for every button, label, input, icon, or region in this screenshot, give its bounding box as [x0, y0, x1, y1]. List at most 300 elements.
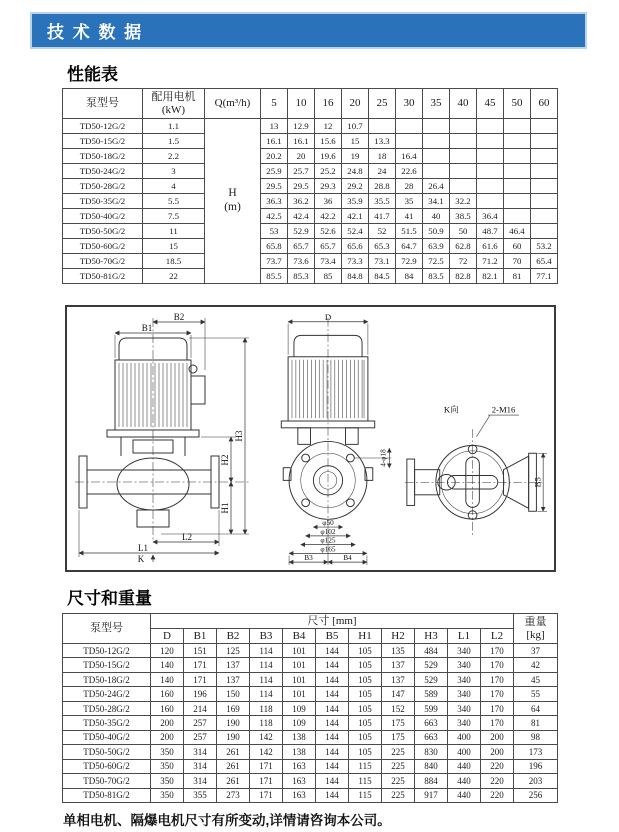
head-value-cell: 35.5	[369, 194, 396, 209]
head-value-cell: 29.5	[261, 179, 288, 194]
dimension-value-cell: 261	[217, 745, 250, 759]
head-value-cell: 72.5	[423, 254, 450, 269]
head-value-cell: 85.3	[288, 269, 315, 284]
dimension-value-cell: 105	[349, 730, 382, 744]
flow-rate-header: 5	[261, 89, 288, 119]
head-value-cell: 61.6	[477, 239, 504, 254]
head-value-cell: 28	[396, 179, 423, 194]
flow-rate-header: 30	[396, 89, 423, 119]
dimension-value-cell: 135	[382, 644, 415, 658]
head-value-cell: 12	[315, 119, 342, 134]
dimension-column-header: B2	[217, 629, 250, 644]
model-cell: TD50-12G/2	[63, 644, 151, 658]
flow-rate-header: 25	[369, 89, 396, 119]
dimensions-weight-table	[62, 613, 558, 803]
performance-row	[63, 239, 558, 254]
model-cell: TD50-24G/2	[63, 164, 143, 179]
performance-row	[63, 179, 558, 194]
dimension-value-cell: 144	[316, 687, 349, 701]
head-value-cell: 65.7	[288, 239, 315, 254]
dimension-value-cell: 225	[382, 774, 415, 788]
dimension-value-cell: 340	[448, 658, 481, 672]
head-value-cell	[504, 134, 531, 149]
dimension-row	[63, 716, 558, 730]
head-value-cell: 85	[315, 269, 342, 284]
dimension-value-cell: 200	[481, 730, 514, 744]
head-value-cell	[504, 209, 531, 224]
motor-power-cell: 5.5	[143, 194, 205, 209]
bolt-hole	[346, 454, 354, 462]
weight-cell: 256	[514, 788, 558, 802]
weight-cell: 98	[514, 730, 558, 744]
head-value-cell: 20	[288, 149, 315, 164]
dim-label-b1: B1	[141, 323, 153, 333]
dimension-row	[63, 730, 558, 744]
head-value-cell	[531, 134, 558, 149]
dimension-value-cell: 160	[151, 701, 184, 715]
motor-header-line2: (kW)	[161, 103, 186, 116]
dimension-value-cell: 220	[481, 788, 514, 802]
dim-label-d: D	[324, 312, 332, 322]
dimension-value-cell: 350	[151, 788, 184, 802]
model-cell: TD50-12G/2	[63, 119, 143, 134]
col-header-weight	[514, 614, 558, 644]
model-cell: TD50-50G/2	[63, 224, 143, 239]
dimension-value-cell: 163	[283, 774, 316, 788]
head-value-cell	[396, 134, 423, 149]
performance-header-row	[63, 89, 558, 119]
dimension-value-cell: 529	[415, 672, 448, 686]
head-value-cell	[531, 149, 558, 164]
weight-header-line2: [kg]	[526, 628, 545, 641]
model-cell: TD50-70G/2	[63, 774, 151, 788]
dimension-value-cell: 257	[184, 730, 217, 744]
dimension-value-cell: 140	[151, 672, 184, 686]
dimension-value-cell: 115	[349, 788, 382, 802]
dimension-value-cell: 340	[448, 644, 481, 658]
dimension-value-cell: 350	[151, 774, 184, 788]
dimension-value-cell: 142	[250, 745, 283, 759]
dimension-value-cell: 171	[184, 658, 217, 672]
head-value-cell: 48.7	[477, 224, 504, 239]
dimension-value-cell: 589	[415, 687, 448, 701]
head-label: H	[228, 187, 237, 200]
motor-power-cell: 1.5	[143, 134, 205, 149]
head-value-cell: 35.9	[342, 194, 369, 209]
dimension-column-header: B1	[184, 629, 217, 644]
dimension-value-cell: 151	[184, 644, 217, 658]
dimension-value-cell: 350	[151, 745, 184, 759]
dimension-value-cell: 144	[316, 672, 349, 686]
view-label-k-direction: K向	[443, 404, 459, 415]
dimension-value-cell: 118	[250, 701, 283, 715]
head-value-cell	[477, 134, 504, 149]
flow-rate-header: 10	[288, 89, 315, 119]
model-cell: TD50-40G/2	[63, 209, 143, 224]
support-column-right	[346, 428, 359, 445]
flow-rate-header: 20	[342, 89, 369, 119]
dimension-value-cell: 105	[349, 658, 382, 672]
thread-label-2-m16: 2-M16	[491, 404, 516, 415]
performance-row	[63, 209, 558, 224]
dim-label-phi102: φ102	[320, 527, 336, 536]
dimension-value-cell: 355	[184, 788, 217, 802]
head-value-cell: 25.7	[288, 164, 315, 179]
dimension-value-cell: 190	[217, 730, 250, 744]
dimension-value-cell: 105	[349, 672, 382, 686]
dimension-value-cell: 152	[382, 701, 415, 715]
head-value-cell: 13	[261, 119, 288, 134]
head-value-cell: 15.6	[315, 134, 342, 149]
col-header-size: 尺寸 [mm]	[151, 614, 514, 629]
head-value-cell: 71.2	[477, 254, 504, 269]
dimension-value-cell: 105	[349, 716, 382, 730]
dimension-value-cell: 138	[283, 730, 316, 744]
dimension-row	[63, 745, 558, 759]
dimension-row	[63, 687, 558, 701]
col-header-model: 泵型号	[63, 614, 151, 644]
model-cell: TD50-81G/2	[63, 788, 151, 802]
model-cell: TD50-28G/2	[63, 701, 151, 715]
dimension-value-cell: 115	[349, 774, 382, 788]
model-cell: TD50-24G/2	[63, 687, 151, 701]
head-value-cell	[504, 179, 531, 194]
flow-rate-header: 35	[423, 89, 450, 119]
performance-row	[63, 134, 558, 149]
bolt-hole	[302, 454, 310, 462]
dimension-value-cell: 120	[151, 644, 184, 658]
head-value-cell: 32.2	[450, 194, 477, 209]
head-value-cell	[504, 149, 531, 164]
head-value-cell: 52.6	[315, 224, 342, 239]
head-value-cell: 62.8	[450, 239, 477, 254]
flow-rate-header: 60	[531, 89, 558, 119]
head-value-cell: 72	[450, 254, 477, 269]
head-value-cell: 65.4	[531, 254, 558, 269]
motor-power-cell: 2.2	[143, 149, 205, 164]
page-title: 技 术 数 据	[47, 23, 144, 42]
head-value-cell: 82.1	[477, 269, 504, 284]
dimension-column-header: H2	[382, 629, 415, 644]
dimension-value-cell: 400	[448, 745, 481, 759]
support-column-left	[298, 428, 311, 445]
head-value-cell: 82.8	[450, 269, 477, 284]
head-value-cell: 64.7	[396, 239, 423, 254]
head-value-cell	[477, 164, 504, 179]
dim-label-b3: B3	[304, 554, 313, 563]
head-value-cell: 73.7	[261, 254, 288, 269]
head-value-cell: 35	[396, 194, 423, 209]
head-value-cell: 16.4	[396, 149, 423, 164]
bolt-hole	[346, 499, 354, 507]
motor-power-cell: 15	[143, 239, 205, 254]
dim-label-phi50: φ50	[322, 519, 334, 528]
weight-cell: 64	[514, 701, 558, 715]
head-value-cell: 50.9	[423, 224, 450, 239]
head-value-cell	[531, 164, 558, 179]
model-cell: TD50-15G/2	[63, 134, 143, 149]
dimension-value-cell: 273	[217, 788, 250, 802]
dimension-column-header: L2	[481, 629, 514, 644]
dimension-value-cell: 144	[316, 716, 349, 730]
head-value-cell: 85.5	[261, 269, 288, 284]
dimension-value-cell: 125	[217, 644, 250, 658]
head-value-cell: 70	[504, 254, 531, 269]
dimension-value-cell: 114	[250, 658, 283, 672]
weight-cell: 42	[514, 658, 558, 672]
dimension-value-cell: 105	[349, 701, 382, 715]
model-cell: TD50-15G/2	[63, 658, 151, 672]
head-value-cell: 42.2	[315, 209, 342, 224]
dim-label-4-phi18: 4-φ18	[379, 449, 388, 467]
dim-label-phi165: φ165	[320, 545, 336, 554]
head-value-cell: 29.3	[315, 179, 342, 194]
dimension-value-cell: 261	[217, 774, 250, 788]
dimension-value-cell: 105	[349, 687, 382, 701]
dimension-value-cell: 917	[415, 788, 448, 802]
dimension-column-header: H3	[415, 629, 448, 644]
dimension-value-cell: 440	[448, 788, 481, 802]
dimension-value-cell: 101	[283, 644, 316, 658]
head-value-cell: 73.1	[369, 254, 396, 269]
dimension-value-cell: 147	[382, 687, 415, 701]
head-value-cell: 41.7	[369, 209, 396, 224]
head-value-cell: 73.4	[315, 254, 342, 269]
dimension-value-cell: 440	[448, 759, 481, 773]
dimension-value-cell: 163	[283, 788, 316, 802]
dimension-value-cell: 171	[250, 788, 283, 802]
dimension-value-cell: 171	[184, 672, 217, 686]
dimension-value-cell: 150	[217, 687, 250, 701]
head-value-cell: 73.6	[288, 254, 315, 269]
dimension-value-cell: 225	[382, 759, 415, 773]
section-header-bar	[30, 12, 587, 49]
dimension-value-cell: 400	[448, 730, 481, 744]
head-value-cell: 50	[450, 224, 477, 239]
head-value-cell	[423, 149, 450, 164]
performance-section-heading: 性能表	[67, 65, 118, 84]
dimension-value-cell: 314	[184, 745, 217, 759]
dimension-value-cell: 599	[415, 701, 448, 715]
head-value-cell	[531, 224, 558, 239]
head-value-cell	[477, 149, 504, 164]
dimension-value-cell: 340	[448, 687, 481, 701]
dimension-column-header: L1	[448, 629, 481, 644]
weight-cell: 173	[514, 745, 558, 759]
dimension-value-cell: 109	[283, 701, 316, 715]
col-header-motor	[143, 89, 205, 119]
performance-row	[63, 269, 558, 284]
dimension-value-cell: 169	[217, 701, 250, 715]
head-value-cell: 65.7	[315, 239, 342, 254]
performance-row	[63, 254, 558, 269]
head-value-cell	[423, 134, 450, 149]
head-value-cell: 42.1	[342, 209, 369, 224]
model-cell: TD50-18G/2	[63, 149, 143, 164]
dimension-value-cell: 440	[448, 774, 481, 788]
bolt-hole	[302, 499, 310, 507]
dimension-value-cell: 190	[217, 716, 250, 730]
dimension-value-cell: 200	[481, 745, 514, 759]
head-value-cell: 84.8	[342, 269, 369, 284]
dimension-value-cell: 314	[184, 759, 217, 773]
dimension-value-cell: 170	[481, 687, 514, 701]
flow-rate-header: 45	[477, 89, 504, 119]
performance-row	[63, 149, 558, 164]
head-value-cell: 16.1	[261, 134, 288, 149]
head-value-cell: 73.3	[342, 254, 369, 269]
head-value-cell: 36	[315, 194, 342, 209]
model-cell: TD50-60G/2	[63, 239, 143, 254]
dimension-value-cell: 163	[283, 759, 316, 773]
model-cell: TD50-60G/2	[63, 759, 151, 773]
dimension-value-cell: 214	[184, 701, 217, 715]
dimension-value-cell: 144	[316, 658, 349, 672]
dimension-value-cell: 114	[250, 672, 283, 686]
head-value-cell: 25.9	[261, 164, 288, 179]
dimension-column-header: B4	[283, 629, 316, 644]
col-header-model: 泵型号	[63, 89, 143, 119]
head-value-cell: 16.1	[288, 134, 315, 149]
head-value-cell	[450, 179, 477, 194]
head-value-cell	[504, 194, 531, 209]
dimension-value-cell: 144	[316, 701, 349, 715]
dimension-row	[63, 658, 558, 672]
head-value-cell: 53	[261, 224, 288, 239]
dimension-value-cell: 200	[151, 730, 184, 744]
model-cell: TD50-81G/2	[63, 269, 143, 284]
head-value-cell: 40	[423, 209, 450, 224]
model-cell: TD50-35G/2	[63, 716, 151, 730]
model-cell: TD50-35G/2	[63, 194, 143, 209]
performance-row	[63, 224, 558, 239]
head-value-cell: 65.8	[261, 239, 288, 254]
dim-label-b5: B5	[532, 477, 543, 488]
head-value-cell: 84	[396, 269, 423, 284]
dimension-value-cell: 529	[415, 658, 448, 672]
dimension-row	[63, 672, 558, 686]
lifting-lug	[189, 365, 197, 373]
dimension-value-cell: 175	[382, 730, 415, 744]
dimension-value-cell: 170	[481, 716, 514, 730]
motor-power-cell: 1.1	[143, 119, 205, 134]
head-value-cell: 24.8	[342, 164, 369, 179]
head-value-cell	[423, 119, 450, 134]
dimension-value-cell: 220	[481, 759, 514, 773]
dim-label-h2: H2	[220, 454, 230, 466]
motor-power-cell: 7.5	[143, 209, 205, 224]
head-value-cell: 46.4	[504, 224, 531, 239]
dimension-value-cell: 340	[448, 716, 481, 730]
head-value-cell: 83.5	[423, 269, 450, 284]
dimension-value-cell: 225	[382, 788, 415, 802]
head-value-cell: 28.8	[369, 179, 396, 194]
dimension-value-cell: 118	[250, 716, 283, 730]
dimension-value-cell: 314	[184, 774, 217, 788]
head-value-cell: 36.3	[261, 194, 288, 209]
dimension-value-cell: 170	[481, 701, 514, 715]
dimension-value-cell: 137	[217, 658, 250, 672]
dimension-value-cell: 101	[283, 672, 316, 686]
pump-side-view-drawing	[73, 312, 253, 562]
head-unit-cell	[205, 119, 261, 284]
performance-row	[63, 164, 558, 179]
head-value-cell	[450, 164, 477, 179]
dim-label-l2: L2	[182, 532, 192, 542]
dimension-value-cell: 340	[448, 672, 481, 686]
dimension-row	[63, 759, 558, 773]
head-value-cell	[369, 119, 396, 134]
model-cell: TD50-70G/2	[63, 254, 143, 269]
dimension-value-cell: 160	[151, 687, 184, 701]
head-value-cell: 26.4	[423, 179, 450, 194]
dimension-value-cell: 171	[250, 774, 283, 788]
dimension-value-cell: 884	[415, 774, 448, 788]
head-value-cell	[531, 179, 558, 194]
dimension-value-cell: 840	[415, 759, 448, 773]
dimension-value-cell: 220	[481, 774, 514, 788]
head-value-cell: 52.9	[288, 224, 315, 239]
dimension-value-cell: 175	[382, 716, 415, 730]
dim-label-l1: L1	[138, 543, 148, 553]
head-value-cell: 72.9	[396, 254, 423, 269]
dimension-value-cell: 142	[250, 730, 283, 744]
dimension-value-cell: 170	[481, 672, 514, 686]
head-value-cell	[477, 119, 504, 134]
dimension-value-cell: 114	[250, 644, 283, 658]
head-value-cell	[531, 194, 558, 209]
pump-top-view-drawing	[403, 400, 548, 550]
view-label-k: K	[137, 554, 145, 562]
head-value-cell: 52.4	[342, 224, 369, 239]
dimension-value-cell: 171	[250, 759, 283, 773]
dimension-value-cell: 105	[349, 745, 382, 759]
weight-cell: 203	[514, 774, 558, 788]
dimension-value-cell: 830	[415, 745, 448, 759]
weight-header-line1: 重量	[524, 616, 547, 629]
dimension-value-cell: 105	[349, 644, 382, 658]
head-value-cell: 20.2	[261, 149, 288, 164]
head-value-cell: 24	[369, 164, 396, 179]
weight-cell: 81	[514, 716, 558, 730]
dimension-column-header: D	[151, 629, 184, 644]
head-value-cell	[477, 179, 504, 194]
head-value-cell: 65.6	[342, 239, 369, 254]
dimension-value-cell: 170	[481, 658, 514, 672]
dimension-row	[63, 774, 558, 788]
head-value-cell: 84.5	[369, 269, 396, 284]
head-value-cell: 65.3	[369, 239, 396, 254]
head-value-cell: 29.5	[288, 179, 315, 194]
head-value-cell: 81	[504, 269, 531, 284]
head-value-cell: 36.4	[477, 209, 504, 224]
dimension-value-cell: 137	[382, 672, 415, 686]
performance-row	[63, 194, 558, 209]
dimension-value-cell: 484	[415, 644, 448, 658]
performance-table	[62, 88, 558, 284]
dimension-value-cell: 137	[382, 658, 415, 672]
head-value-cell	[504, 164, 531, 179]
terminal-box	[191, 376, 205, 404]
dim-label-b2: B2	[173, 312, 185, 322]
head-value-cell	[504, 119, 531, 134]
head-value-cell: 19.6	[315, 149, 342, 164]
pump-front-view-drawing	[255, 312, 401, 567]
head-value-cell: 10.7	[342, 119, 369, 134]
dimension-column-header: H1	[349, 629, 382, 644]
col-header-flow: Q(m³/h)	[205, 89, 261, 119]
dimension-value-cell: 140	[151, 658, 184, 672]
